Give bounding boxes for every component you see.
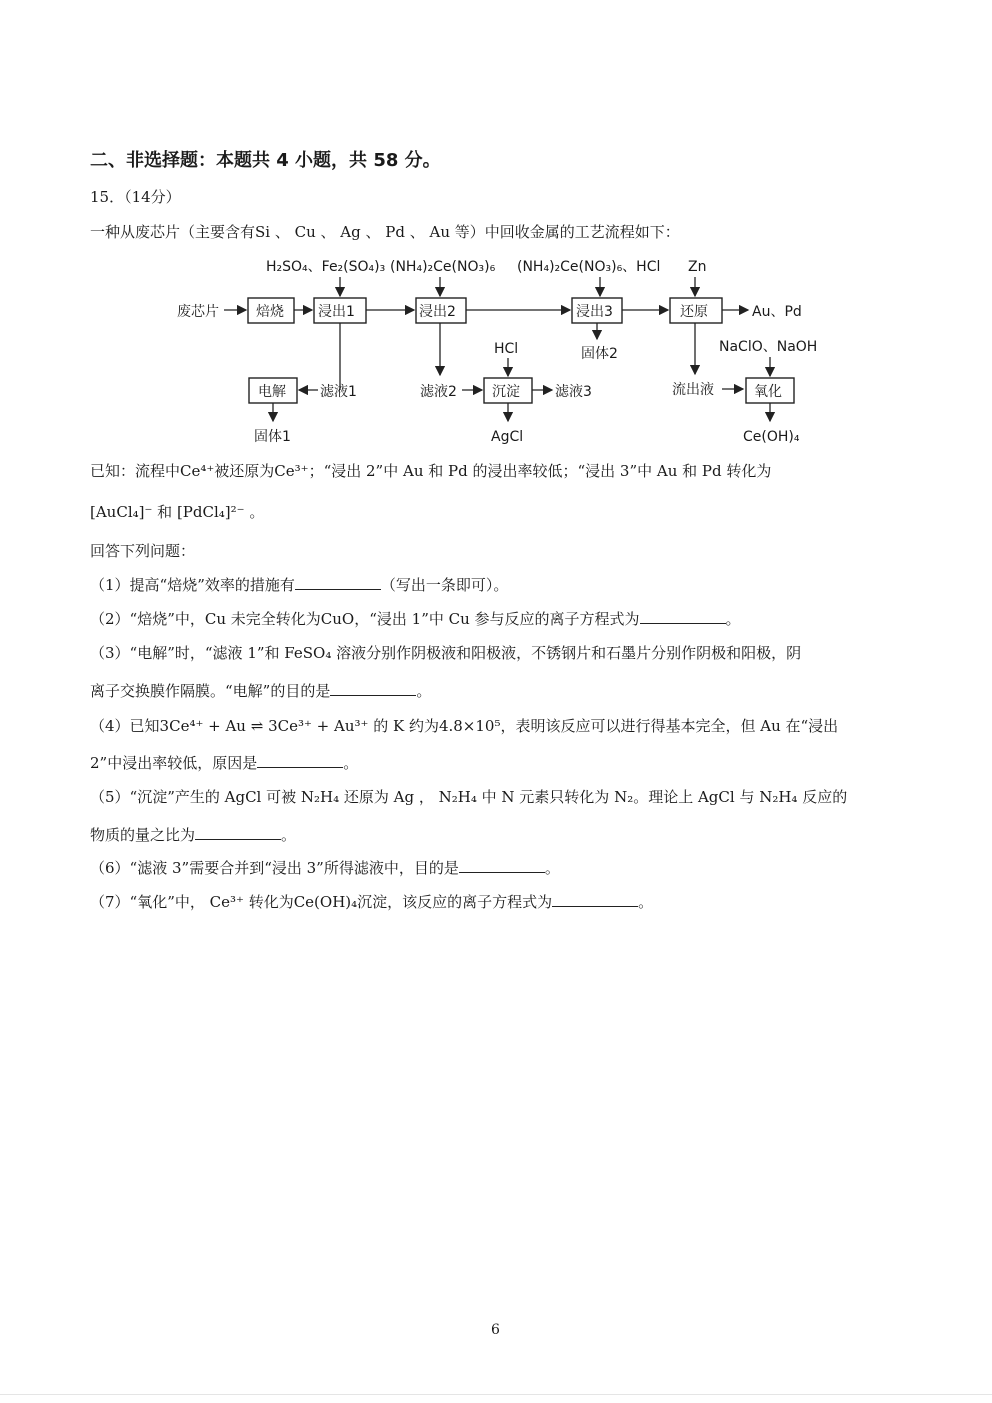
box-precip-label: 沉淀 [492,384,520,400]
box-oxidize-label: 氧化 [754,384,782,400]
naclo-label: NaClO、NaOH [719,339,818,355]
section-title: 二、非选择题：本题共 4 小题，共 58 分。 [90,150,441,171]
question-4-line1: （4）已知3Ce⁴⁺ + Au ⇌ 3Ce³⁺ + Au³⁺ 的 K 约为4.8×10⁵，表明该反应可以进行得基本完全，但 Au 在“浸出 [90,717,839,735]
solid2: 固体2 [581,346,618,362]
page-number: 6 [491,1322,500,1338]
product-au-pd: Au、Pd [752,304,802,320]
question-3-line2: 离子交换膜作隔膜。“电解”的目的是 。 [90,682,432,700]
known-line1: 已知：流程中Ce⁴⁺被还原为Ce³⁺；“浸出 2”中 Au 和 Pd 的浸出率较低；“浸出 3”中 Au 和 Pd 转化为 [90,462,772,480]
reagent-2: (NH₄)₂Ce(NO₃)₆ [390,259,496,275]
answer-blank[interactable] [295,575,381,590]
filtrate2: 滤液2 [420,384,457,400]
ceoh4-label: Ce(OH)₄ [743,429,800,445]
question-intro: 一种从废芯片（主要含有Si 、 Cu 、 Ag 、 Pd 、 Au 等）中回收金属的工艺流程如下： [90,223,680,241]
reagent-4: Zn [688,259,707,275]
question-6: （6）“滤液 3”需要合并到“浸出 3”所得滤液中，目的是 。 [90,859,560,877]
reagent-3: (NH₄)₂Ce(NO₃)₆、HCl [517,259,661,275]
known-line2: [AuCl₄]⁻ 和 [PdCl₄]²⁻ 。 [90,503,265,521]
answer-blank[interactable] [459,858,545,873]
answer-prompt: 回答下列问题： [90,542,196,560]
start-label: 废芯片 [177,304,219,320]
question-2: （2）“焙烧”中，Cu 未完全转化为CuO，“浸出 1”中 Cu 参与反应的离子方程式为 。 [90,610,741,628]
box-electrolysis-label: 电解 [258,384,286,400]
box-roast-label: 焙烧 [256,304,284,320]
agcl-label: AgCl [491,429,524,445]
process-flowchart [0,250,992,450]
filtrate1: 滤液1 [320,384,357,400]
hcl-label: HCl [494,341,519,357]
answer-blank[interactable] [195,825,281,840]
filtrate3: 滤液3 [555,384,592,400]
page-bottom-divider [0,1394,992,1395]
answer-blank[interactable] [330,681,416,696]
answer-blank[interactable] [552,892,638,907]
reagent-1: H₂SO₄、Fe₂(SO₄)₃ [266,259,386,275]
solid1: 固体1 [254,429,291,445]
question-1: （1）提高“焙烧”效率的措施有 （写出一条即可）。 [90,576,509,594]
question-5-line1: （5）“沉淀”产生的 AgCl 可被 N₂H₄ 还原为 Ag ， N₂H₄ 中 N 元素只转化为 N₂。理论上 AgCl 与 N₂H₄ 反应的 [90,788,848,806]
box-reduce-label: 还原 [680,304,708,320]
answer-blank[interactable] [640,609,726,624]
question-5-line2: 物质的量之比为 。 [90,826,297,844]
effluent: 流出液 [672,382,714,398]
box-leach1-label: 浸出1 [318,304,355,320]
answer-blank[interactable] [257,753,343,768]
question-4-line2: 2”中浸出率较低，原因是 。 [90,754,359,772]
question-number: 15．（14分） [90,188,181,206]
question-3-line1: （3）“电解”时，“滤液 1”和 FeSO₄ 溶液分别作阴极液和阳极液，不锈钢片和石墨片分别作阴极和阳极，阴 [90,644,802,662]
box-leach3-label: 浸出3 [576,304,613,320]
question-7: （7）“氧化”中， Ce³⁺ 转化为Ce(OH)₄沉淀，该反应的离子方程式为 。 [90,893,654,911]
box-leach2-label: 浸出2 [419,304,456,320]
